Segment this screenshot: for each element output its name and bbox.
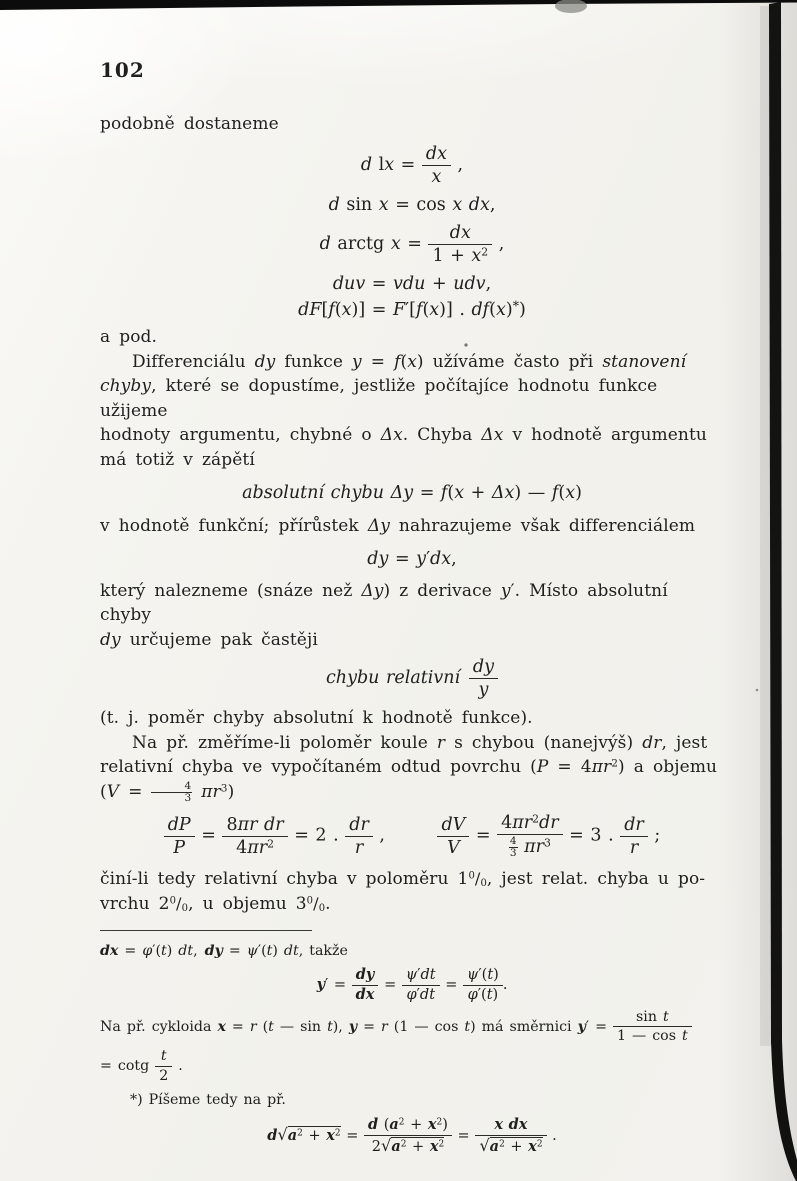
formula-d-sin: d sin x = cos x dx, — [328, 194, 496, 215]
paragraph-derivative: který nalezneme (snáze než Δy) z derivace y′. Místo absolutní chyby dy určujeme pak častěji — [100, 580, 668, 650]
formula-d-composite: dF[f(x)] = F′[f(x)] . df(x)*) — [298, 298, 526, 320]
formula-dy: dy = y′dx, — [367, 548, 457, 569]
formula-d-log: d lx = $\frac{dx}{x}$ , — [360, 143, 464, 187]
apod-line: a pod. — [100, 327, 158, 347]
page-content — [100, 58, 724, 1160]
intro-line: podobně dostaneme — [100, 114, 279, 134]
footnote-continued-line: dx = φ′(t) dt, dy = ψ′(t) dt, takže — [100, 943, 348, 960]
footnote-star-line: *) Píšeme tedy na př. — [130, 1092, 286, 1109]
paper-speck — [756, 689, 759, 692]
footnote-cotg-line: = cotg $\frac{t}{2}$ . — [100, 1048, 183, 1084]
formula-relative-error: chybu relativní $\frac{dy}{y}$ — [100, 657, 724, 700]
footnote-block — [100, 941, 724, 1155]
right-band-soft-shadow — [760, 6, 772, 1046]
formula-d-arctg: d arctg x = $\frac{dx}{1 + x^2}$ , — [319, 222, 505, 266]
formula-surface-volume: $\frac{dP}{P}$ = $\frac{\text{8πr dr}}{4\pi r^2}$ = 2 . $\frac{dr}{r}$ , $\frac{dV}{V}$ = $4\pi r^2dr$ $\frac{4}{3}$ $\pi r^3$ = 3 . $\frac{dr}{r}$ ; — [100, 813, 724, 859]
right-edge-shadow — [769, 2, 782, 1044]
formula-absolute-error: absolutní chybu Δy = f(x + Δx) — f(x) — [242, 483, 582, 503]
formula-d-uv: duv = vdu + udv, — [332, 274, 492, 294]
corner-edge-shadow — [771, 1040, 797, 1181]
paragraph-ratio-note: (t. j. poměr chyby absolutní k hodnotě funkce). — [100, 708, 533, 729]
paragraph-sphere-example: Na př. změříme-li poloměr koule r s chybou (nanejvýš) dr, jest relativní chyba ve vypočítaném odtud povrchu $(P = 4\pi r^2)$ a objemu (V = $\frac{4}{3}$ $\pi r^3$) — [100, 732, 718, 804]
page-number: 102 — [100, 58, 145, 82]
footnote-formula-derivative: y′ = $\frac{dy}{dx}$ = $\frac{\psi'dt}{\varphi'dt}$ = $\frac{\psi'(t)}{\varphi'(t)}$ . — [316, 966, 508, 1004]
top-smudge — [555, 0, 587, 13]
footnote-cycloid-line: Na př. cykloida x = r (t — sin t), y = r (1 — cos t) má směrnici y′ = $\frac{\text{sin t}}{\text{1 — cos t}}$ — [100, 1009, 724, 1045]
footnote-formula-sqrt: $d√a^2 + x^2$ = $\frac{d (a^2 + x^2)}{2√a^2 + x^2}$ = $\frac{\text{x dx}}{√a^2 + x^2}$ . — [267, 1116, 557, 1155]
paragraph-function-value: v hodnotě funkční; přírůstek Δy nahrazujeme však differenciálem — [100, 516, 696, 536]
paragraph-percent-error: činí-li tedy relativní chyba v poloměru $1^0/_0$, jest relat. chyba u po- vrchu $2^0/_0$, u objemu $3^0/_0$. — [100, 869, 706, 914]
top-edge-shadow — [0, 0, 797, 10]
paragraph-differential-error: Differenciálu dy funkce y = f(x) užíváme často při stanovení chyby, které se dopustíme, jestliže počítajíce hodnotu funkce užijeme hodnoty argumentu, chybné o Δx. Chyba Δx v hodnotě argumentu má totiž v zápětí — [100, 351, 707, 470]
footnote-separator — [100, 930, 312, 931]
